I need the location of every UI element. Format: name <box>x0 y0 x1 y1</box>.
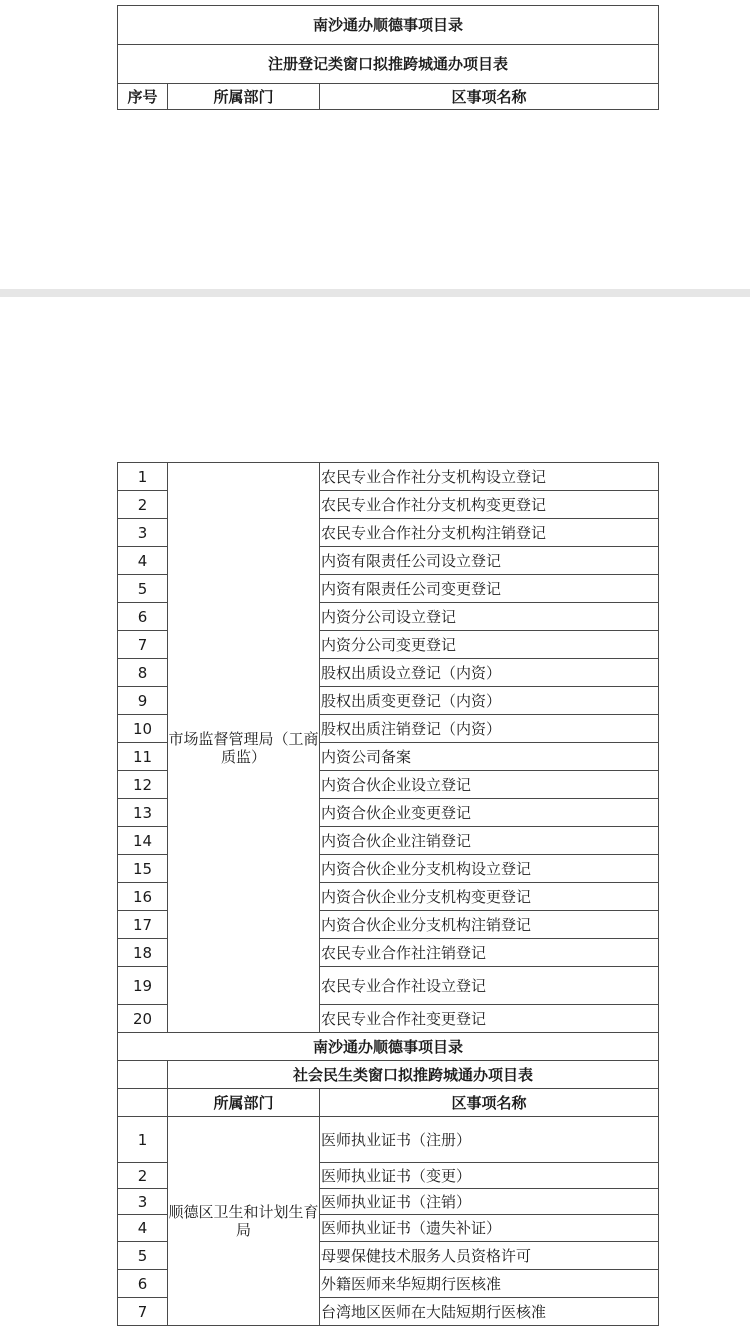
column-header-item: 区事项名称 <box>320 84 659 110</box>
item-name: 股权出质注销登记（内资） <box>320 715 659 743</box>
table-title-row <box>118 1033 659 1061</box>
row-number: 6 <box>118 603 168 631</box>
row-number: 7 <box>118 631 168 659</box>
social-rows <box>118 1117 659 1326</box>
department-cell: 顺德区卫生和计划生育局 <box>168 1117 320 1326</box>
row-number: 7 <box>118 1298 168 1326</box>
row-number: 3 <box>118 1189 168 1215</box>
item-name: 农民专业合作社注销登记 <box>320 939 659 967</box>
registration-rows <box>118 463 659 1033</box>
item-name: 内资分公司设立登记 <box>320 603 659 631</box>
item-name: 内资公司备案 <box>320 743 659 771</box>
item-name: 农民专业合作社分支机构注销登记 <box>320 519 659 547</box>
row-number: 4 <box>118 1215 168 1242</box>
row-number: 3 <box>118 519 168 547</box>
column-header-item: 区事项名称 <box>320 1089 659 1117</box>
item-name: 农民专业合作社分支机构设立登记 <box>320 463 659 491</box>
top-header-table <box>117 5 659 110</box>
table-subtitle-row <box>118 1061 659 1089</box>
row-number: 19 <box>118 967 168 1005</box>
row-number: 1 <box>118 1117 168 1163</box>
column-header-row <box>118 84 659 110</box>
row-number: 16 <box>118 883 168 911</box>
row-number: 20 <box>118 1005 168 1033</box>
item-name: 内资有限责任公司变更登记 <box>320 575 659 603</box>
item-name: 农民专业合作社变更登记 <box>320 1005 659 1033</box>
row-number: 13 <box>118 799 168 827</box>
row-number: 4 <box>118 547 168 575</box>
table-subtitle: 社会民生类窗口拟推跨城通办项目表 <box>168 1061 659 1089</box>
department-cell: 市场监督管理局（工商质监） <box>168 463 320 1033</box>
table-subtitle: 注册登记类窗口拟推跨城通办项目表 <box>118 45 659 84</box>
row-number: 17 <box>118 911 168 939</box>
row-number: 11 <box>118 743 168 771</box>
item-name: 外籍医师来华短期行医核准 <box>320 1270 659 1298</box>
row-number: 10 <box>118 715 168 743</box>
item-name: 内资合伙企业分支机构设立登记 <box>320 855 659 883</box>
row-number: 2 <box>118 491 168 519</box>
column-header-number: 序号 <box>118 84 168 110</box>
table-row <box>118 463 659 491</box>
row-number: 5 <box>118 1242 168 1270</box>
table-subtitle-row <box>118 45 659 84</box>
row-number: 8 <box>118 659 168 687</box>
table-title: 南沙通办顺德事项目录 <box>118 1033 659 1061</box>
item-name: 股权出质设立登记（内资） <box>320 659 659 687</box>
column-header-department: 所属部门 <box>168 84 320 110</box>
item-name: 医师执业证书（注册） <box>320 1117 659 1163</box>
row-number: 1 <box>118 463 168 491</box>
item-name: 内资合伙企业分支机构注销登记 <box>320 911 659 939</box>
row-number: 9 <box>118 687 168 715</box>
table-title-row <box>118 6 659 45</box>
item-name: 内资合伙企业分支机构变更登记 <box>320 883 659 911</box>
blank-cell <box>118 1089 168 1117</box>
item-name: 母婴保健技术服务人员资格许可 <box>320 1242 659 1270</box>
row-number: 2 <box>118 1163 168 1189</box>
row-number: 5 <box>118 575 168 603</box>
item-name: 农民专业合作社设立登记 <box>320 967 659 1005</box>
item-name: 医师执业证书（变更） <box>320 1163 659 1189</box>
item-name: 内资分公司变更登记 <box>320 631 659 659</box>
table-title: 南沙通办顺德事项目录 <box>118 6 659 45</box>
page-separator <box>0 289 750 297</box>
item-name: 内资合伙企业变更登记 <box>320 799 659 827</box>
items-table <box>117 462 659 1326</box>
row-number: 18 <box>118 939 168 967</box>
column-header-row <box>118 1089 659 1117</box>
row-number: 14 <box>118 827 168 855</box>
item-name: 医师执业证书（遗失补证） <box>320 1215 659 1242</box>
row-number: 12 <box>118 771 168 799</box>
item-name: 台湾地区医师在大陆短期行医核准 <box>320 1298 659 1326</box>
item-name: 医师执业证书（注销） <box>320 1189 659 1215</box>
social-section-header <box>118 1033 659 1117</box>
table-row <box>118 1117 659 1163</box>
column-header-department: 所属部门 <box>168 1089 320 1117</box>
item-name: 内资合伙企业注销登记 <box>320 827 659 855</box>
item-name: 内资有限责任公司设立登记 <box>320 547 659 575</box>
row-number: 15 <box>118 855 168 883</box>
item-name: 内资合伙企业设立登记 <box>320 771 659 799</box>
blank-cell <box>118 1061 168 1089</box>
item-name: 股权出质变更登记（内资） <box>320 687 659 715</box>
row-number: 6 <box>118 1270 168 1298</box>
item-name: 农民专业合作社分支机构变更登记 <box>320 491 659 519</box>
